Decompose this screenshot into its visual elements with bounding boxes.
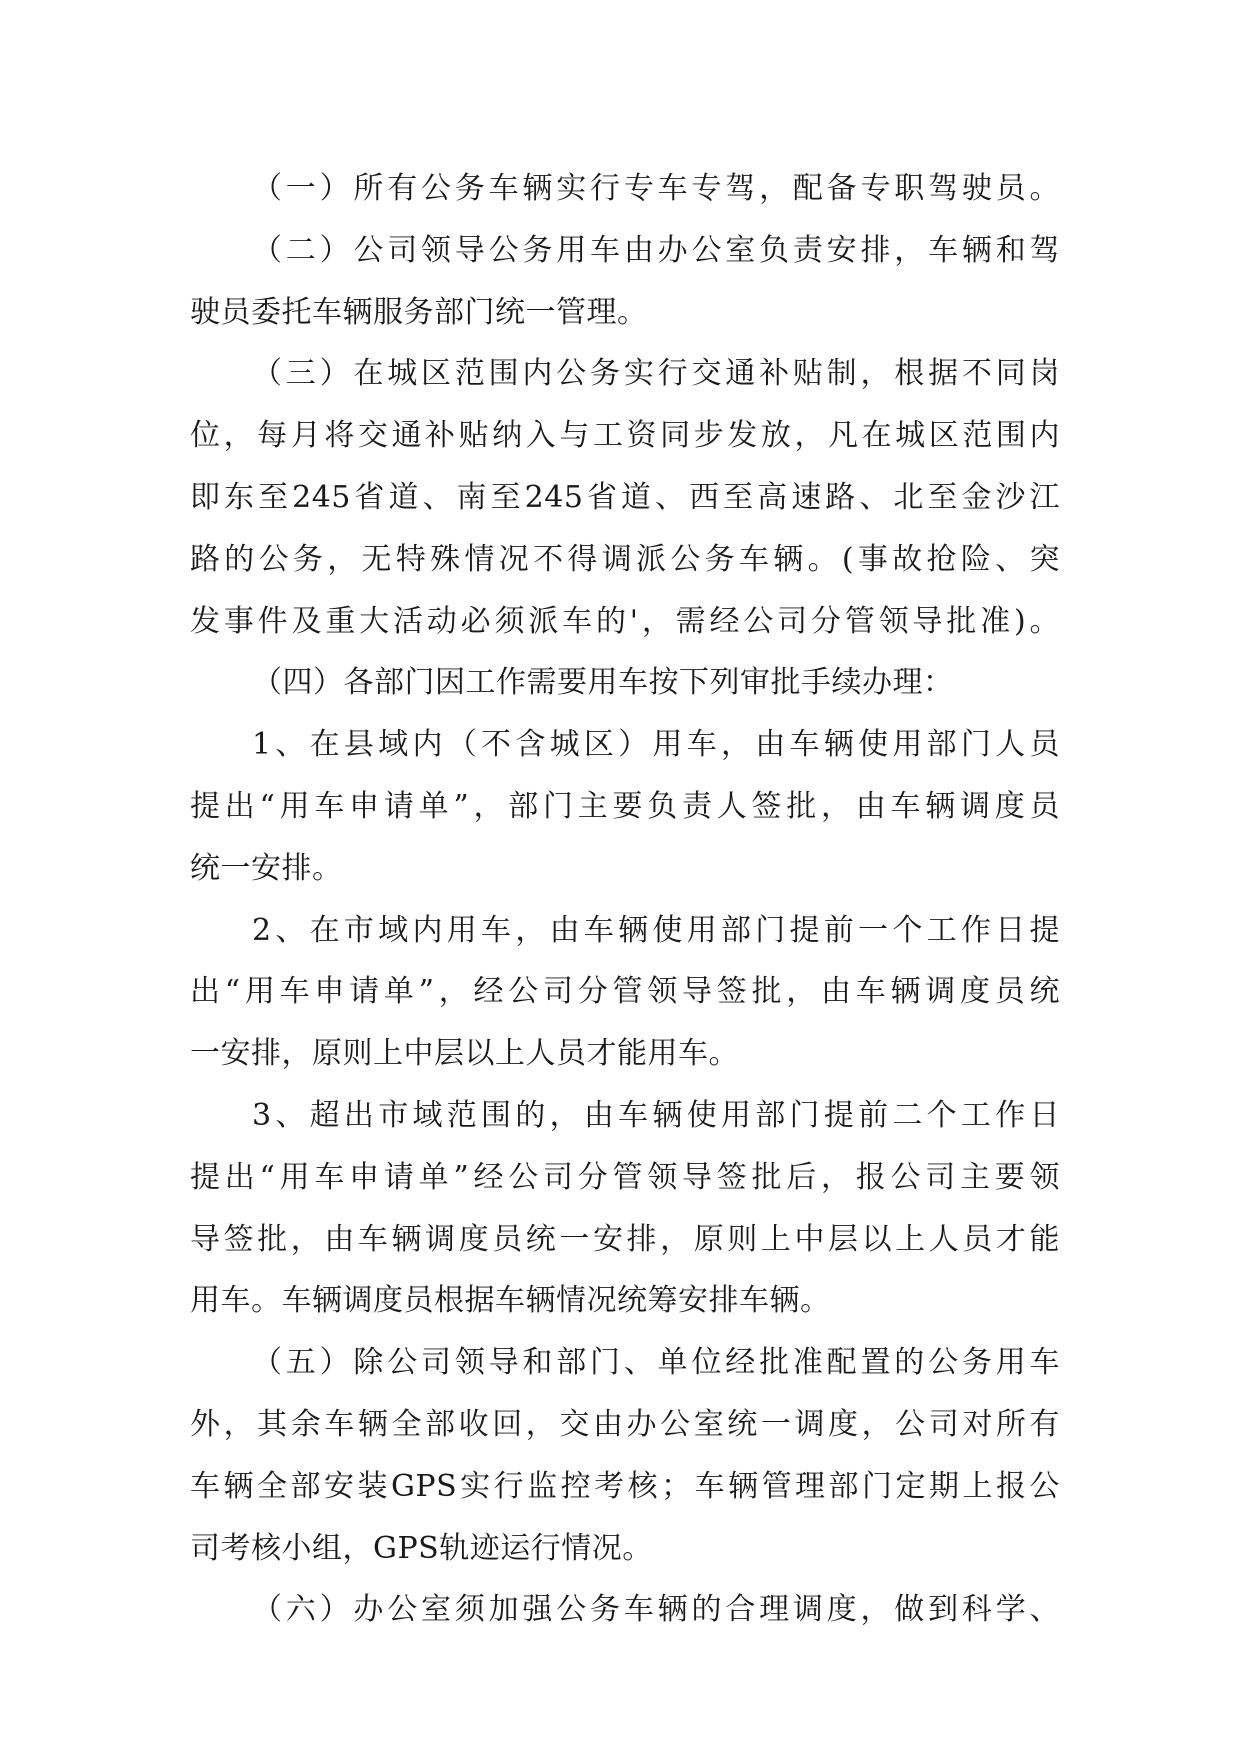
text-line: 提出“用车申请单”经公司分管领导签批后，报公司主要领: [190, 1159, 1060, 1195]
text-line: 出“用车申请单”，经公司分管领导签批，由车辆调度员统: [190, 974, 1060, 1010]
text-line: 用车。车辆调度员根据车辆情况统筹安排车辆。: [190, 1283, 831, 1319]
text-line: 发事件及重大活动必须派车的'，需经公司分管领导批准)。: [190, 603, 1060, 639]
text-line: （四）各部门因工作需要用车按下列审批手续办理：: [252, 665, 954, 701]
text-line: 即东至245省道、南至245省道、西至高速路、北至金沙江: [190, 479, 1060, 515]
text-line: （三）在城区范围内公务实行交通补贴制，根据不同岗: [252, 356, 1060, 392]
text-line: 2、在市域内用车，由车辆使用部门提前一个工作日提: [252, 912, 1060, 948]
document-body: [190, 158, 1060, 1641]
text-line: 提出“用车申请单”，部门主要负责人签批，由车辆调度员: [190, 788, 1060, 824]
text-line: 统一安排。: [190, 850, 343, 886]
text-line: （六）办公室须加强公务车辆的合理调度，做到科学、: [252, 1592, 1060, 1628]
text-line: 3、超出市域范围的，由车辆使用部门提前二个工作日: [252, 1097, 1060, 1133]
text-line: 一安排，原则上中层以上人员才能用车。: [190, 1036, 739, 1072]
text-line: （五）除公司领导和部门、单位经批准配置的公务用车: [252, 1345, 1060, 1381]
text-line: （一）所有公务车辆实行专车专驾，配备专职驾驶员。: [252, 171, 1060, 206]
text-line: 司考核小组，GPS轨迹运行情况。: [190, 1530, 653, 1566]
text-line: 车辆全部安装GPS实行监控考核；车辆管理部门定期上报公: [190, 1468, 1060, 1504]
text-line: 位，每月将交通补贴纳入与工资同步发放，凡在城区范围内: [190, 418, 1060, 454]
text-line: 驶员委托车辆服务部门统一管理。: [190, 294, 648, 330]
text-line: 导签批，由车辆调度员统一安排，原则上中层以上人员才能: [190, 1221, 1060, 1257]
text-line: 外，其余车辆全部收回，交由办公室统一调度，公司对所有: [190, 1406, 1060, 1442]
text-line: （二）公司领导公务用车由办公室负责安排，车辆和驾: [252, 232, 1060, 268]
text-line: 1、在县域内（不含城区）用车，由车辆使用部门人员: [252, 727, 1060, 763]
text-line: 路的公务，无特殊情况不得调派公务车辆。(事故抢险、突: [190, 541, 1060, 577]
